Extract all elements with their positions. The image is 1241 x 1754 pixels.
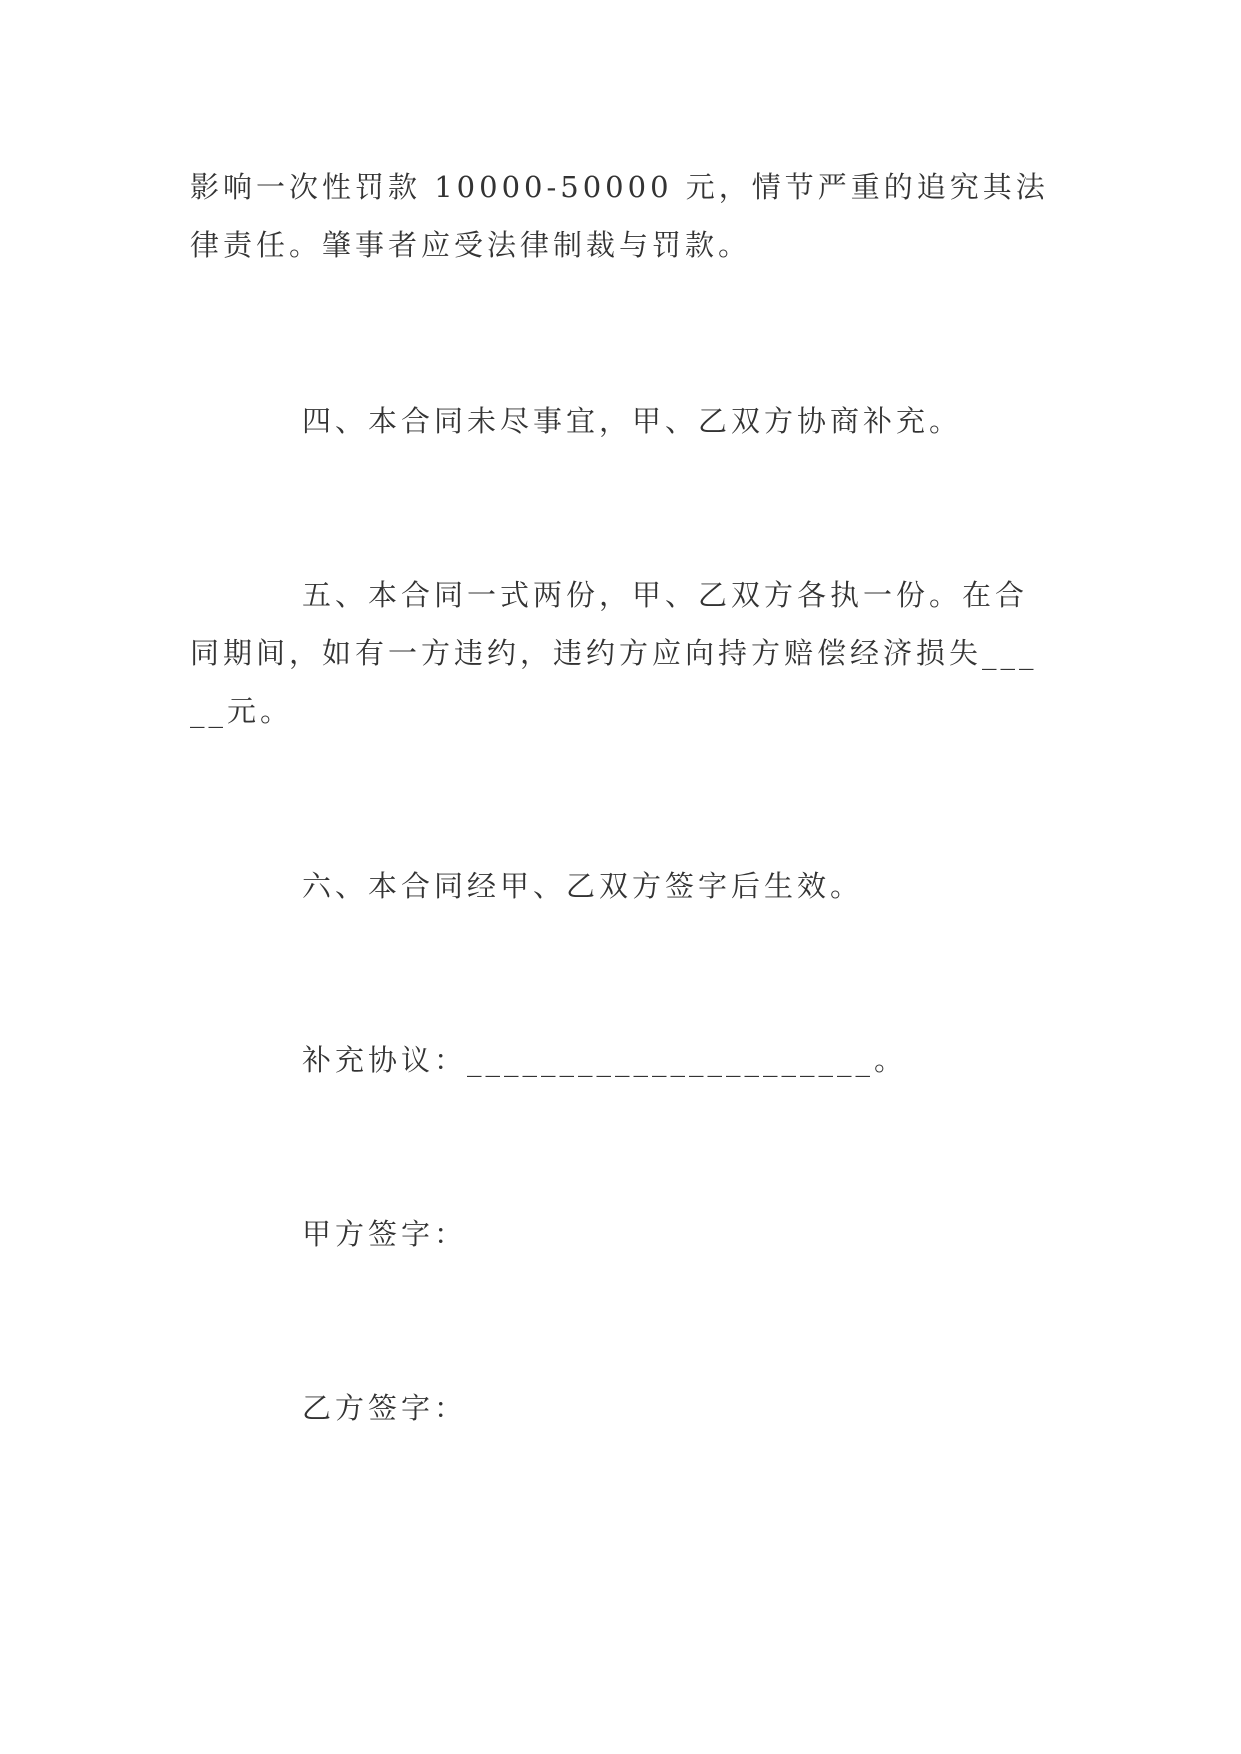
paragraph-supplementary-agreement: 补充协议：______________________。 — [302, 1043, 908, 1077]
paragraph-clause-four: 四、本合同未尽事宜，甲、乙双方协商补充。 — [302, 404, 963, 438]
paragraph-clause-six: 六、本合同经甲、乙双方签字后生效。 — [302, 869, 864, 903]
party-b-signature-line: 乙方签字： — [302, 1391, 468, 1425]
paragraph-penalty-clause: 影响一次性罚款 10000-50000 元，情节严重的追究其法律责任。肇事者应受法律制裁与罚款。 — [190, 170, 1049, 262]
party-a-signature-line: 甲方签字： — [302, 1217, 468, 1251]
paragraph-clause-five: 五、本合同一式两份，甲、乙双方各执一份。在合同期间，如有一方违约，违约方应向持方赔偿经济损失_____元。 — [190, 578, 1038, 728]
